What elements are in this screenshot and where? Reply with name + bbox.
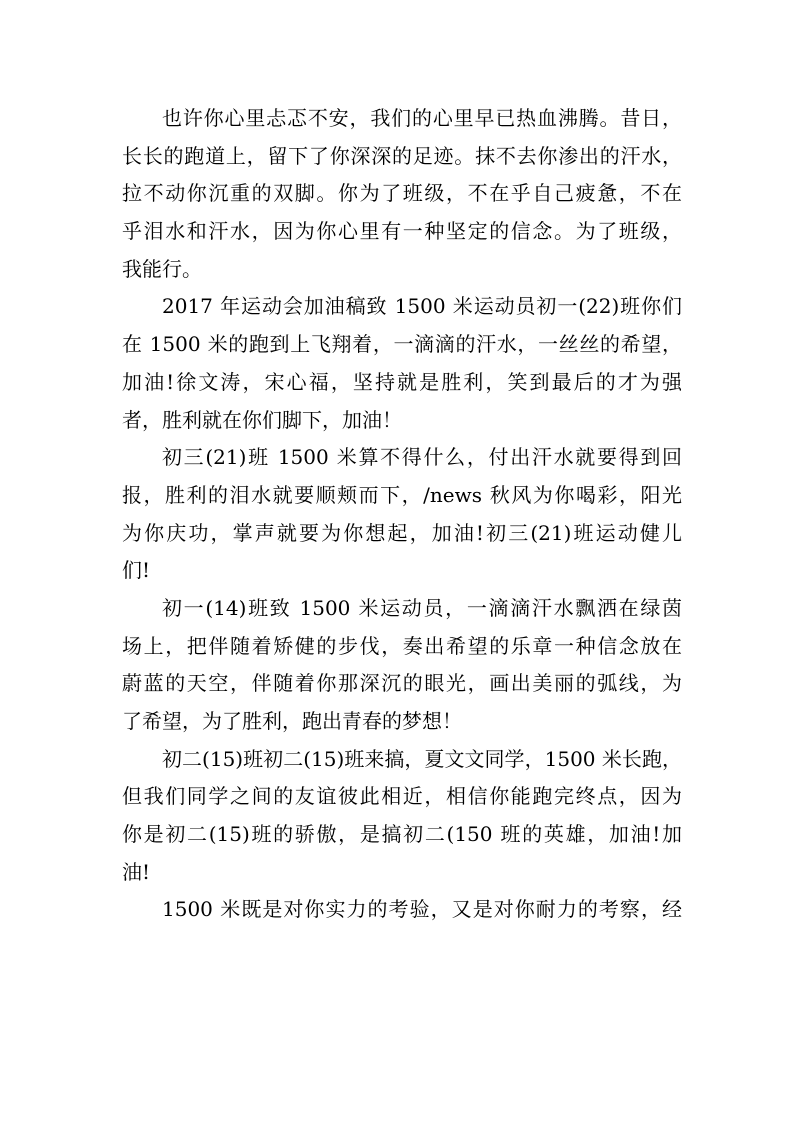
paragraph-1-line-2: 长长的跑道上，留下了你深深的足迹。抹不去你渗出的汗水， — [122, 143, 682, 168]
paragraph-4-line-2: 场上，把伴随着矫健的步伐，奏出希望的乐章一种信念放在 — [122, 633, 682, 658]
paragraph-1-line-1: 也许你心里忐忑不安，我们的心里早已热血沸腾。昔日， — [162, 106, 682, 130]
paragraph-5-line-2: 但我们同学之间的友谊彼此相近，相信你能跑完终点，因为 — [122, 784, 682, 809]
paragraph-5-line-1: 初二(15)班初二(15)班来搞，夏文文同学，1500 米长跑， — [162, 746, 682, 771]
paragraph-5-line-3: 你是初二(15)班的骄傲，是搞初二(150 班的英雄，加油!加 — [122, 822, 682, 847]
paragraph-4-line-4: 了希望，为了胜利，跑出青春的梦想！ — [122, 709, 462, 733]
paragraph-2-line-4: 者，胜利就在你们脚下，加油！ — [122, 407, 402, 432]
paragraph-2-line-1: 2017 年运动会加油稿致 1500 米运动员初一(22)班你们 — [162, 294, 682, 319]
paragraph-3-line-2: 报，胜利的泪水就要顺颊而下，/news 秋风为你喝彩，阳光 — [122, 482, 682, 507]
paragraph-6-line-1: 1500 米既是对你实力的考验，又是对你耐力的考察，经 — [162, 897, 682, 922]
paragraph-4-line-3: 蔚蓝的天空，伴随着你那深沉的眼光，画出美丽的弧线，为 — [122, 671, 682, 696]
paragraph-4-line-1: 初一(14)班致 1500 米运动员，一滴滴汗水飘洒在绿茵 — [162, 595, 682, 620]
document-body — [122, 100, 682, 929]
paragraph-1-line-5: 我能行。 — [122, 256, 202, 281]
paragraph-1-line-4: 乎泪水和汗水，因为你心里有一种坚定的信念。为了班级， — [122, 219, 682, 244]
paragraph-2-line-3: 加油!徐文涛，宋心福，坚持就是胜利，笑到最后的才为强 — [122, 369, 682, 394]
paragraph-3-line-4: 们! — [122, 558, 151, 583]
paragraph-3-line-1: 初三(21)班 1500 米算不得什么，付出汗水就要得到回 — [162, 445, 682, 470]
paragraph-2-line-2: 在 1500 米的跑到上飞翔着，一滴滴的汗水，一丝丝的希望， — [122, 332, 682, 357]
paragraph-3-line-3: 为你庆功，掌声就要为你想起，加油!初三(21)班运动健儿 — [122, 520, 682, 545]
paragraph-1-line-3: 拉不动你沉重的双脚。你为了班级，不在乎自己疲惫，不在 — [122, 181, 682, 206]
paragraph-5-line-4: 油! — [122, 859, 151, 884]
